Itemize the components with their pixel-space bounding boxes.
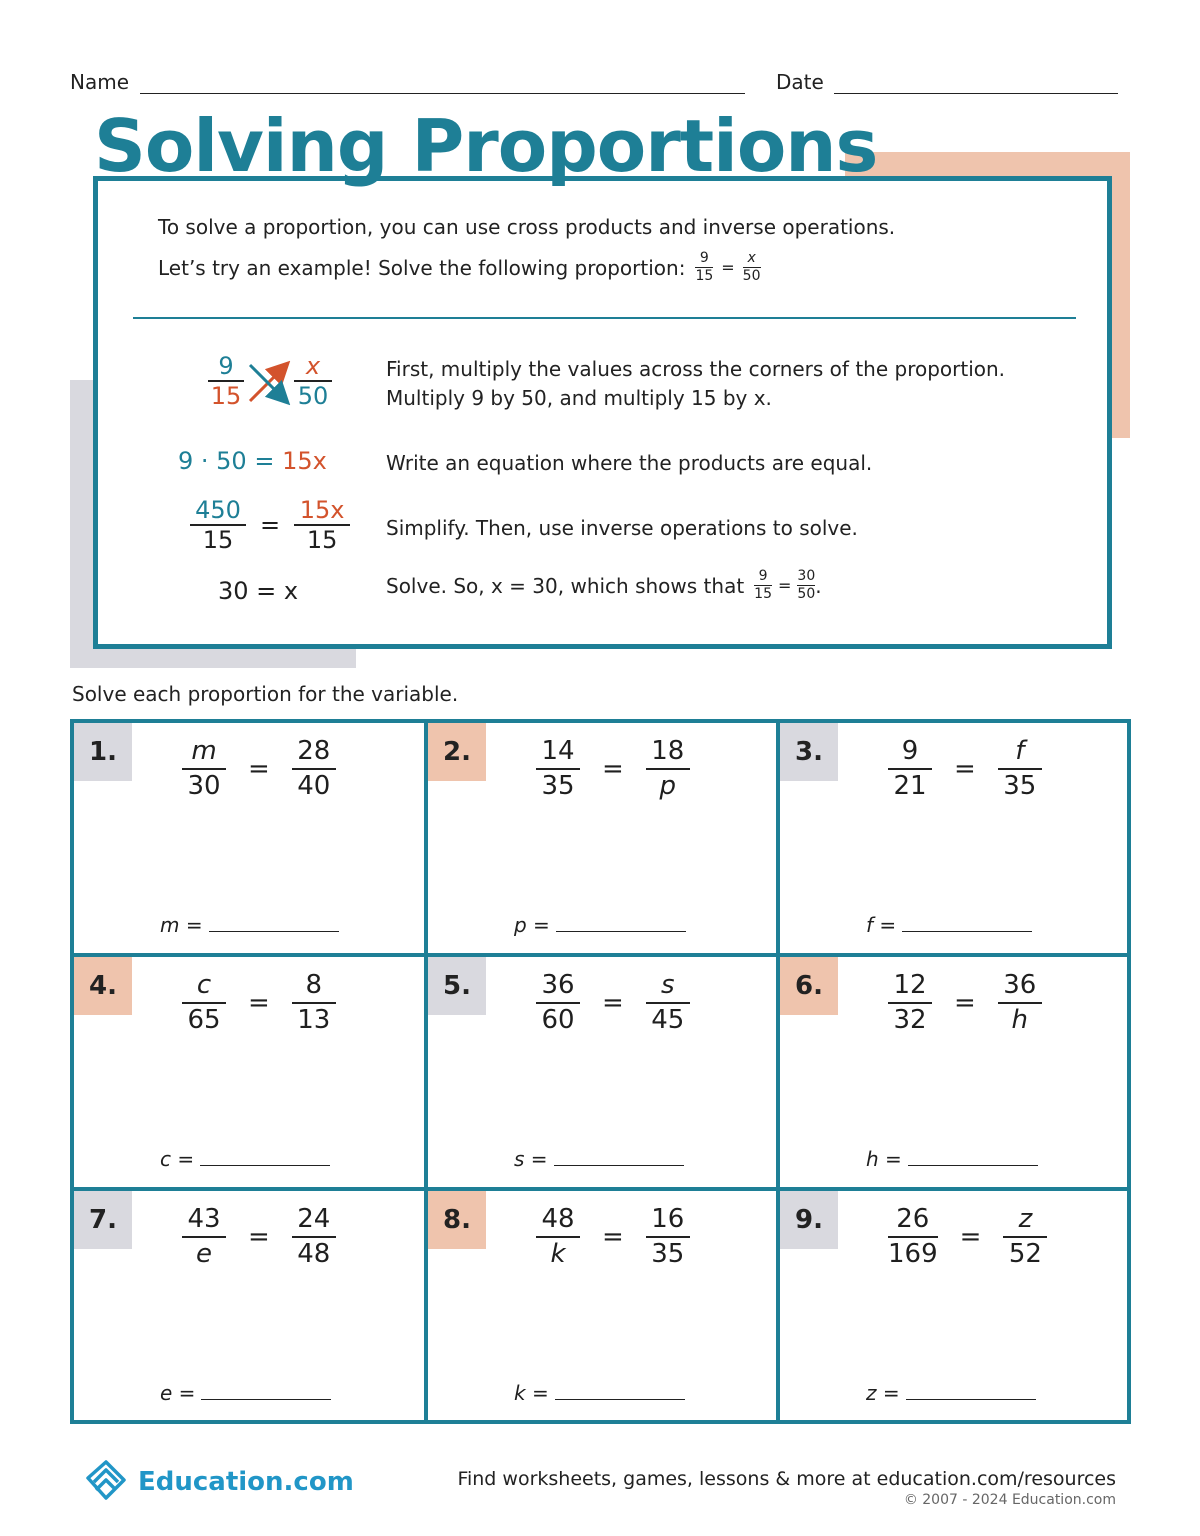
answer-field[interactable] <box>514 1381 685 1405</box>
step-3-den-1: 15 <box>202 526 234 555</box>
answer-field[interactable] <box>866 913 1032 937</box>
numerator: 8 <box>305 970 323 1000</box>
denominator: 48 <box>297 1238 331 1269</box>
problem-proportion <box>536 971 690 1034</box>
problem-proportion <box>536 737 690 800</box>
cross-den-1: 15 <box>210 382 242 411</box>
equals-sign: = <box>954 753 976 784</box>
problem-cell <box>780 957 1127 1187</box>
denominator: 45 <box>651 1004 685 1035</box>
answer-blank[interactable] <box>201 1399 331 1400</box>
step-1-line-2: Multiply 9 by 50, and multiply 15 by x. <box>386 386 772 410</box>
fraction-left <box>888 1205 938 1268</box>
answer-blank[interactable] <box>555 1399 685 1400</box>
date-label: Date <box>776 70 824 94</box>
problem-cell <box>428 723 776 953</box>
answer-variable: f = <box>866 913 897 937</box>
prompt-fraction-left <box>695 251 713 285</box>
prompt-den-right: 50 <box>742 268 761 285</box>
equals-sign: = <box>248 753 270 784</box>
example-prompt <box>158 251 761 285</box>
problem-cell <box>74 957 424 1187</box>
problem-number: 5. <box>428 957 486 1015</box>
denominator: 30 <box>187 770 221 801</box>
problem-proportion <box>182 737 336 800</box>
denominator: p <box>659 770 677 801</box>
prompt-equals: = <box>721 258 735 278</box>
denominator: h <box>1011 1004 1029 1035</box>
step-3-den-2: 15 <box>306 526 338 555</box>
fraction-right <box>292 1205 336 1268</box>
numerator: 16 <box>651 1204 685 1234</box>
cross-num-1: 9 <box>218 352 234 380</box>
equals-sign: = <box>959 1221 982 1252</box>
denominator: 32 <box>893 1004 927 1035</box>
answer-variable: s = <box>514 1147 548 1171</box>
problem-proportion <box>888 971 1042 1034</box>
fraction-right <box>646 737 690 800</box>
equals-sign: = <box>602 753 624 784</box>
problem-proportion <box>888 737 1042 800</box>
answer-variable: m = <box>160 913 203 937</box>
logo-text: Education.com <box>138 1467 354 1497</box>
fraction-left <box>536 1205 580 1268</box>
step-4-text-after: . <box>815 573 822 598</box>
example-intro: To solve a proportion, you can use cross products and inverse operations. <box>158 215 896 239</box>
numerator: c <box>196 970 212 1000</box>
fraction-right <box>998 971 1042 1034</box>
cross-arrows-icon <box>244 357 294 409</box>
equals-sign: = <box>602 987 624 1018</box>
answer-blank[interactable] <box>200 1165 330 1166</box>
equals-sign: = <box>248 987 270 1018</box>
denominator: 169 <box>888 1238 938 1269</box>
problem-grid <box>70 719 1131 1424</box>
prompt-num-right: x <box>747 250 756 266</box>
problem-cell <box>428 957 776 1187</box>
problem-proportion <box>182 1205 336 1268</box>
problem-cell <box>74 1191 424 1420</box>
numerator: 28 <box>297 736 331 766</box>
step-3-num-2: 15x <box>299 496 345 524</box>
problem-cell <box>780 723 1127 953</box>
cross-multiply-diagram <box>208 353 338 413</box>
equals-sign: = <box>954 987 976 1018</box>
step-2-left: 9 · 50 <box>178 447 247 475</box>
answer-variable: z = <box>866 1381 900 1405</box>
step-4-text-before: Solve. So, x = 30, which shows that <box>386 573 745 598</box>
prompt-num-left: 9 <box>699 250 709 266</box>
cross-den-2: 50 <box>297 382 329 411</box>
problem-number: 8. <box>428 1191 486 1249</box>
fraction-left <box>182 1205 226 1268</box>
denominator: 13 <box>297 1004 331 1035</box>
numerator: 48 <box>541 1204 575 1234</box>
numerator: 12 <box>893 970 927 1000</box>
step-2-right: 15x <box>282 447 327 475</box>
problem-number: 3. <box>780 723 838 781</box>
denominator: k <box>550 1238 566 1269</box>
step-4-text <box>386 569 822 603</box>
problem-cell <box>780 1191 1127 1420</box>
problem-number: 1. <box>74 723 132 781</box>
step-2-eq: = <box>254 447 275 475</box>
fraction-right <box>646 1205 690 1268</box>
problem-proportion <box>536 1205 690 1268</box>
denominator: 35 <box>651 1238 685 1269</box>
answer-field[interactable] <box>514 1147 684 1171</box>
numerator: 24 <box>297 1204 331 1234</box>
denominator: 35 <box>541 770 575 801</box>
fraction-left <box>888 737 932 800</box>
step-3-equation <box>190 497 350 554</box>
answer-variable: h = <box>866 1147 902 1171</box>
step-4-f1-den: 15 <box>754 586 772 603</box>
answer-blank[interactable] <box>554 1165 684 1166</box>
answer-field[interactable] <box>160 1147 330 1171</box>
prompt-den-left: 15 <box>695 268 714 285</box>
problem-number: 4. <box>74 957 132 1015</box>
problem-cell <box>428 1191 776 1420</box>
answer-blank[interactable] <box>906 1399 1036 1400</box>
page-title: Solving Proportions <box>94 104 878 188</box>
answer-blank[interactable] <box>902 931 1032 932</box>
name-label: Name <box>70 70 130 94</box>
numerator: 14 <box>541 736 575 766</box>
fraction-left <box>182 737 226 800</box>
step-3-num-1: 450 <box>195 496 241 524</box>
date-field-line[interactable] <box>834 93 1118 94</box>
equals-sign: = <box>248 1221 270 1252</box>
numerator: f <box>1015 736 1025 766</box>
fraction-left <box>888 971 932 1034</box>
numerator: 26 <box>896 1204 930 1234</box>
denominator: 65 <box>187 1004 221 1035</box>
problem-proportion <box>888 1205 1047 1268</box>
cross-num-2: x <box>305 352 321 380</box>
problem-proportion <box>182 971 336 1034</box>
fraction-left <box>536 971 580 1034</box>
answer-field[interactable] <box>866 1381 1036 1405</box>
example-box <box>93 176 1112 649</box>
footer-tagline[interactable]: Find worksheets, games, lessons & more at education.com/resources <box>457 1468 1116 1490</box>
fraction-right <box>646 971 690 1034</box>
numerator: s <box>661 970 675 1000</box>
step-4-equals: = <box>778 576 792 596</box>
numerator: 36 <box>541 970 575 1000</box>
answer-variable: e = <box>160 1381 196 1405</box>
education-logo-icon <box>82 1456 130 1508</box>
answer-variable: k = <box>514 1381 549 1405</box>
answer-variable: c = <box>160 1147 195 1171</box>
problem-number: 6. <box>780 957 838 1015</box>
name-field-line[interactable] <box>140 93 745 94</box>
prompt-fraction-right <box>743 251 761 285</box>
denominator: 21 <box>893 770 927 801</box>
footer-right <box>457 1468 1116 1508</box>
step-4-equation: 30 = x <box>218 577 299 605</box>
step-2-text: Write an equation where the products are equal. <box>386 451 873 475</box>
numerator: 43 <box>187 1204 221 1234</box>
equals-sign: = <box>602 1221 624 1252</box>
denominator: 40 <box>297 770 331 801</box>
numerator: 36 <box>1003 970 1037 1000</box>
numerator: m <box>191 736 217 766</box>
denominator: 60 <box>541 1004 575 1035</box>
step-4-f2-num: 30 <box>797 568 816 584</box>
step-3-text: Simplify. Then, use inverse operations to solve. <box>386 516 858 540</box>
fraction-left <box>182 971 226 1034</box>
numerator: 9 <box>901 736 919 766</box>
numerator: z <box>1018 1204 1033 1234</box>
answer-field[interactable] <box>160 913 339 937</box>
denominator: e <box>196 1238 212 1269</box>
answer-variable: p = <box>514 913 550 937</box>
answer-field[interactable] <box>514 913 686 937</box>
step-1-line-1: First, multiply the values across the corners of the proportion. <box>386 357 1006 381</box>
step-4-f1-num: 9 <box>758 568 768 584</box>
problem-cell <box>74 723 424 953</box>
numerator: 18 <box>651 736 685 766</box>
fraction-left <box>536 737 580 800</box>
fraction-right <box>998 737 1042 800</box>
answer-blank[interactable] <box>209 931 339 932</box>
step-2-equation <box>178 447 327 475</box>
example-prompt-text: Let’s try an example! Solve the following proportion: <box>158 255 686 280</box>
example-divider <box>133 317 1076 319</box>
step-4-f2-den: 50 <box>797 586 816 603</box>
fraction-right <box>292 737 336 800</box>
fraction-right <box>292 971 336 1034</box>
instructions: Solve each proportion for the variable. <box>72 682 459 706</box>
answer-blank[interactable] <box>908 1165 1038 1166</box>
answer-blank[interactable] <box>556 931 686 932</box>
problem-number: 2. <box>428 723 486 781</box>
education-logo[interactable] <box>82 1456 354 1508</box>
problem-number: 7. <box>74 1191 132 1249</box>
answer-field[interactable] <box>866 1147 1038 1171</box>
denominator: 35 <box>1003 770 1037 801</box>
fraction-right <box>1003 1205 1047 1268</box>
footer-copyright: © 2007 - 2024 Education.com <box>903 1492 1116 1508</box>
step-3-equals: = <box>260 511 281 540</box>
problem-number: 9. <box>780 1191 838 1249</box>
answer-field[interactable] <box>160 1381 331 1405</box>
denominator: 52 <box>1008 1238 1042 1269</box>
